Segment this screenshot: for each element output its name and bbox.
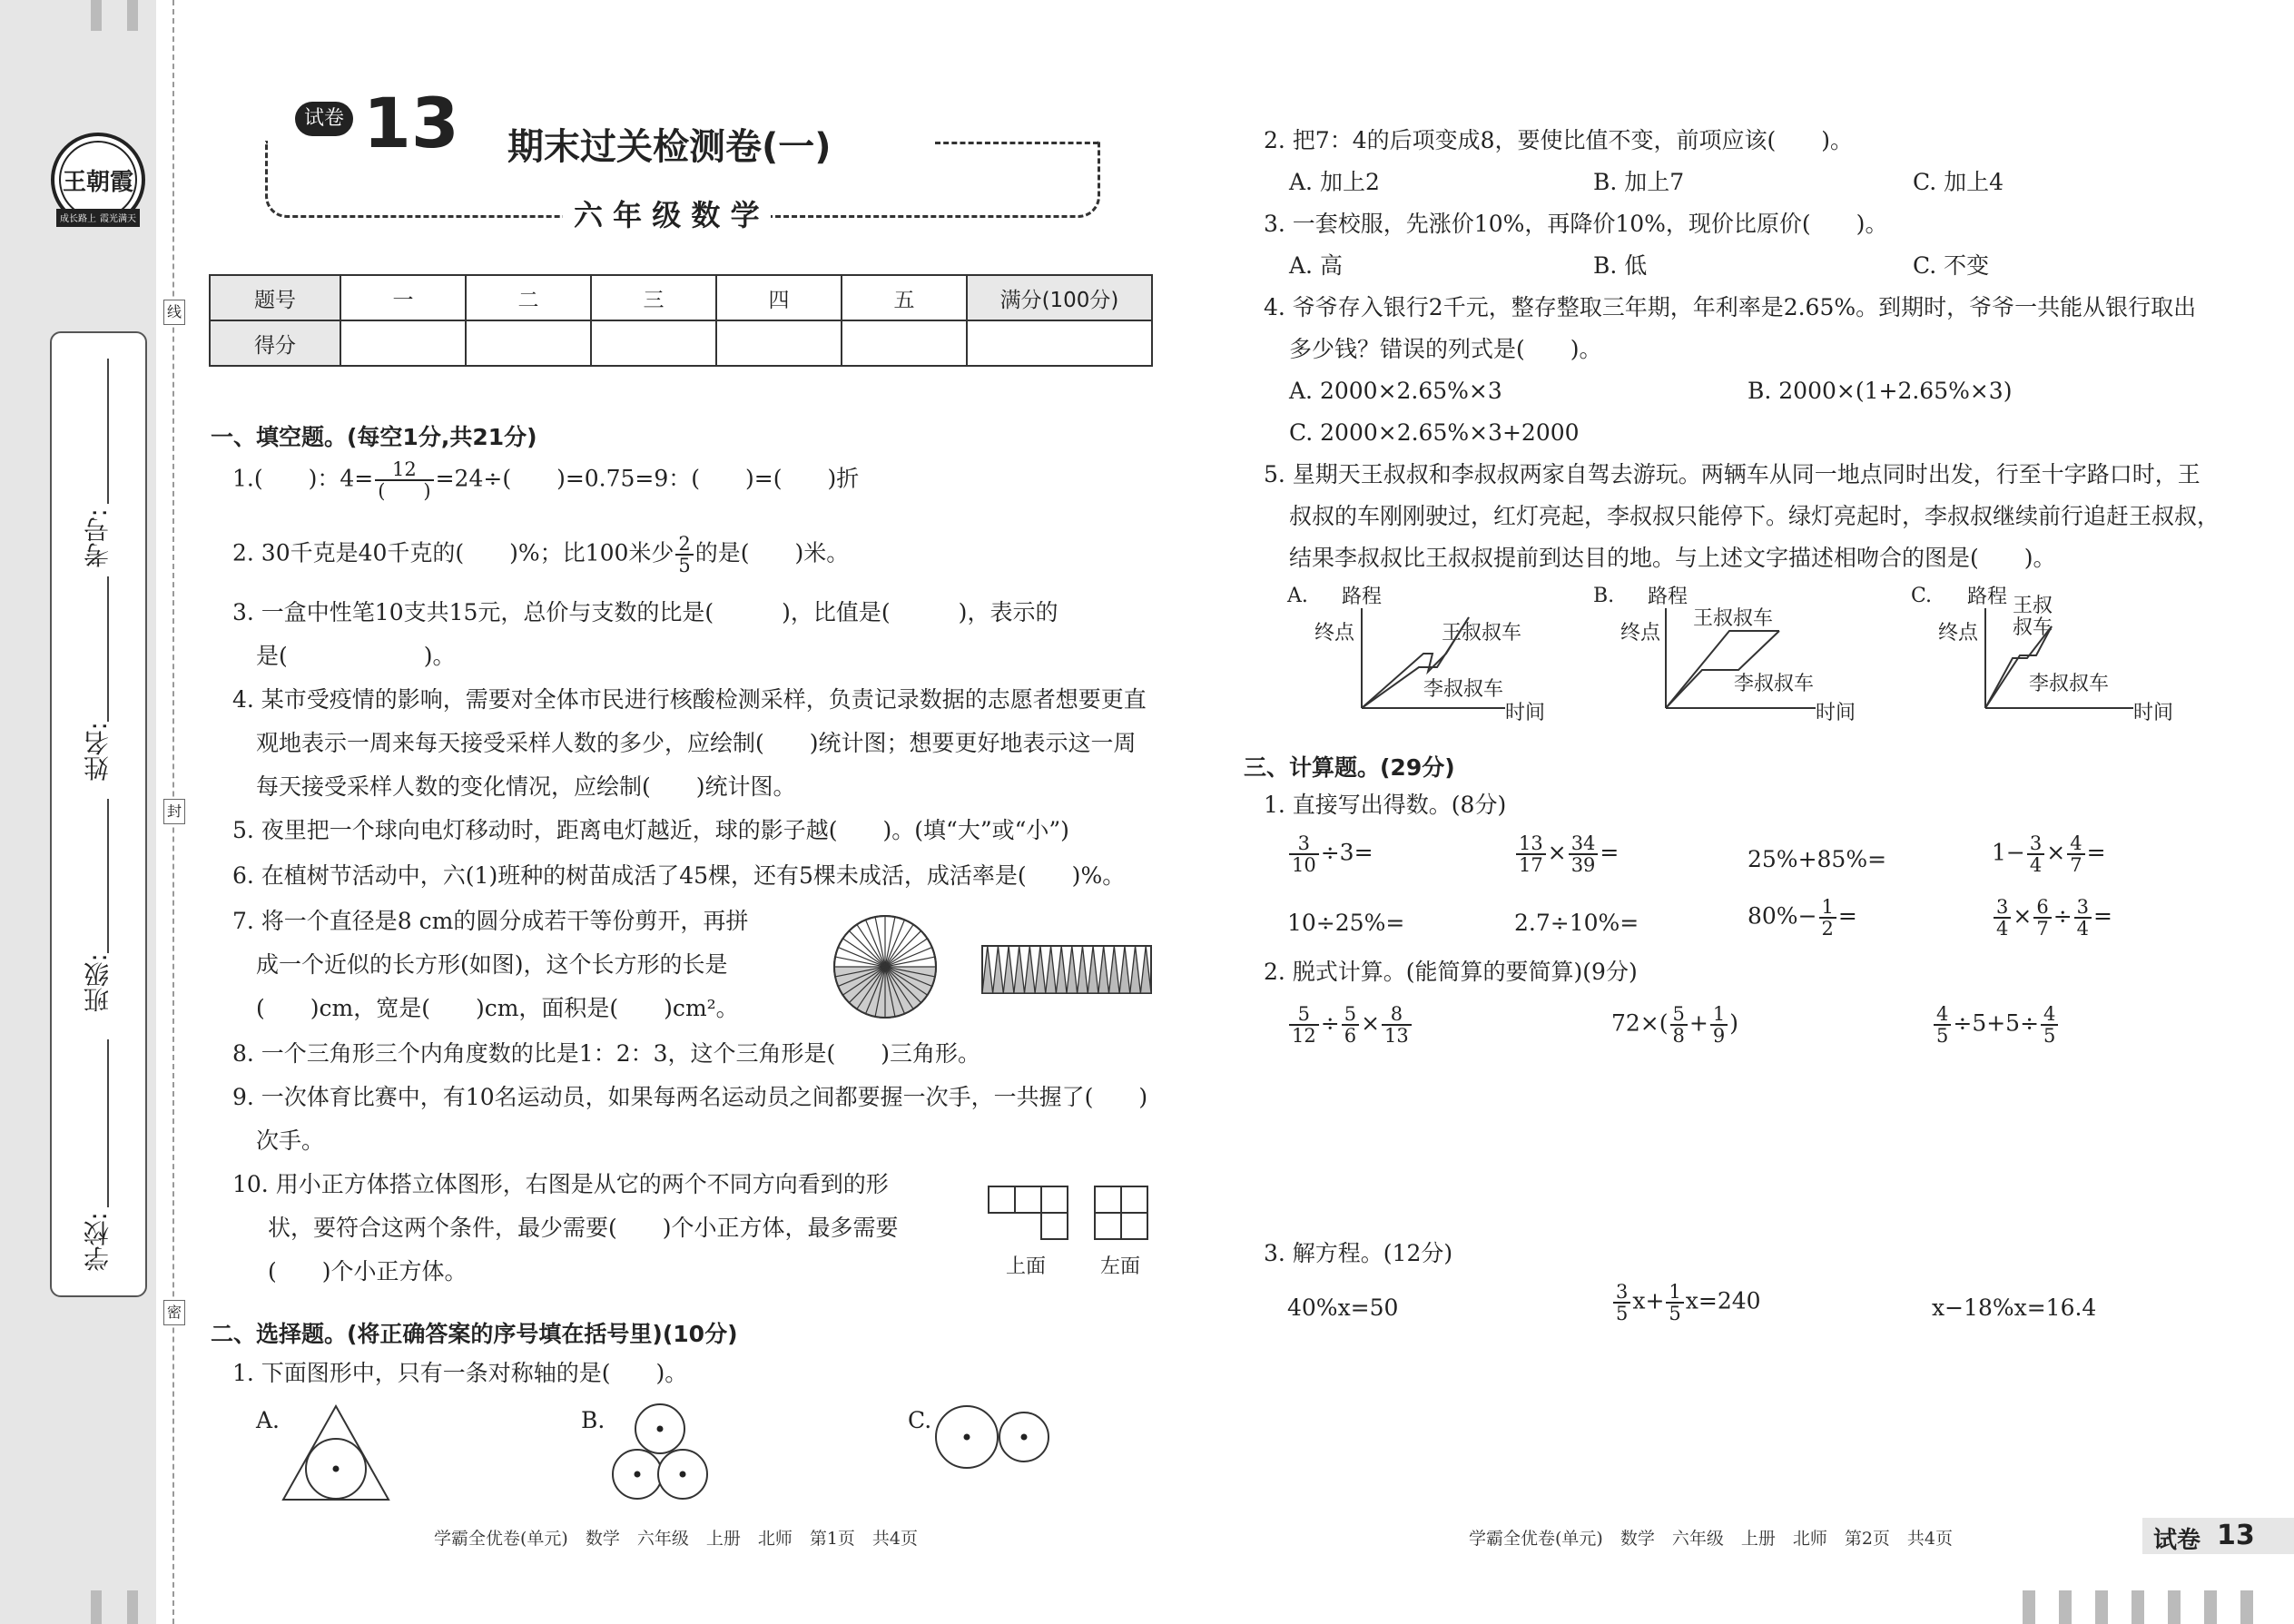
frac-den: 10: [1292, 854, 1316, 877]
p2-q5-line2: 叔叔的车刚刚驶过，红灯亮起，李叔叔只能停下。绿灯亮起时，李叔叔继续前行追赶王叔叔，: [1289, 503, 2220, 529]
q1-text: =24÷( )=0.75=9：( )=( )折: [435, 465, 860, 492]
frac-num: 4: [2067, 833, 2084, 855]
p1-q10-line2: 状，要符合这两个条件，最少需要( )个小正方体，最多需要: [268, 1215, 899, 1241]
p1-q2: [232, 534, 849, 576]
xing-ming-label: 姓名:: [83, 722, 113, 782]
logo-slogan-left: 成长路上: [60, 214, 96, 224]
calc-text: 80%−: [1748, 902, 1817, 930]
frac: [1289, 1004, 1319, 1046]
strip-mark: [127, 0, 138, 31]
mark-feng: 封: [163, 799, 185, 824]
p2-q4-opt-b[interactable]: B. 2000×(1+2.65%×3): [1748, 378, 2013, 404]
calc-g: [1748, 897, 1857, 939]
part3-heading: 三、计算题。(29分): [1244, 754, 1455, 781]
p3-q2: 2. 脱式计算。(能简算的要简算)(9分): [1264, 959, 1638, 985]
score-head: 四: [716, 275, 842, 320]
calc-c: 25%+85%=: [1748, 846, 1887, 872]
step-answer-area[interactable]: [1271, 1071, 2224, 1235]
p1-q10-line1: 10. 用小正方体搭立体图形，右图是从它的两个不同方向看到的形: [232, 1171, 889, 1197]
frac-den: 7: [2036, 918, 2049, 940]
page-tab-number: 13: [2217, 1520, 2255, 1551]
frac: [1710, 1004, 1728, 1046]
calc-e: 10÷25%=: [1287, 910, 1405, 936]
eq-b: [1611, 1282, 1761, 1324]
step-c: [1932, 1004, 2060, 1046]
calc-text: =: [2086, 839, 2106, 866]
graph-li-label: 李叔叔车: [1734, 673, 1815, 695]
score-table: [209, 274, 1153, 367]
calc-text: x=240: [1685, 1287, 1761, 1314]
p1-q4-line3: 每天接受采样人数的变化情况，应绘制( )统计图。: [256, 773, 796, 800]
mark-mi: 密: [163, 1300, 185, 1325]
graph-b-option: B.: [1593, 585, 1615, 607]
score-head: 三: [591, 275, 716, 320]
frac: [1666, 1282, 1683, 1324]
frac-num: 8: [1382, 1004, 1412, 1026]
p1-q7-line3: ( )cm，宽是( )cm，面积是( )cm²。: [256, 995, 739, 1021]
p3-q1: 1. 直接写出得数。(8分): [1264, 792, 1507, 818]
strip-mark: [91, 1590, 102, 1624]
score-cell[interactable]: [716, 320, 842, 366]
frac: [2074, 897, 2092, 939]
p2-q2-opt-c[interactable]: C. 加上4: [1913, 169, 2004, 195]
calc-op: ×: [1547, 839, 1567, 866]
q2-frac: [675, 534, 693, 576]
frac-den: 5: [2043, 1025, 2056, 1048]
rearranged-rectangle-figure: [980, 944, 1153, 995]
frac-den: 6: [1344, 1025, 1357, 1048]
frac: [1569, 833, 1599, 875]
p2-q2: 2. 把7：4的后项变成8，要使比值不变，前项应该( )。: [1264, 127, 1854, 153]
graph-x-label: 时间: [1505, 702, 1546, 724]
frac-den: 39: [1570, 854, 1596, 877]
frac-num: 13: [1516, 833, 1546, 855]
frac-num: 3: [1994, 897, 2011, 919]
frac: [2041, 1004, 2058, 1046]
graph-a-lines: [1287, 581, 1578, 726]
frac-num: 34: [1569, 833, 1599, 855]
two-circles-figure: [933, 1403, 1051, 1471]
exam-badge: 试卷: [295, 102, 353, 136]
frac-num: 1: [1710, 1004, 1728, 1026]
step-b: [1611, 1004, 1738, 1046]
kao-hao-label: 考号:: [83, 508, 113, 568]
graph-a-option: A.: [1287, 585, 1308, 607]
eq-c: x−18%x=16.4: [1932, 1294, 2097, 1321]
frac: [1819, 897, 1836, 939]
graph-x-label: 时间: [2133, 702, 2174, 724]
xue-xiao-label: 学校:: [83, 1212, 113, 1272]
q2-text: 2. 30千克是40千克的( )%；比100米少: [232, 539, 674, 566]
graph-y-label: 路程: [1648, 586, 1689, 608]
p2-q1-opt-c[interactable]: C.: [908, 1407, 932, 1433]
frac: [1613, 1282, 1630, 1324]
calc-op: ×: [1361, 1009, 1381, 1037]
p2-q1-opt-b[interactable]: B.: [581, 1407, 605, 1433]
p2-q3-opt-a[interactable]: A. 高: [1289, 252, 1343, 279]
kao-hao-line[interactable]: [107, 359, 109, 504]
p1-q7-line1: 7. 将一个直径是8 cm的圆分成若干等份剪开，再拼: [232, 908, 749, 934]
q1-frac: [375, 459, 433, 501]
graph-wang-label: 王叔叔车: [1693, 607, 1774, 630]
frac: [1994, 897, 2011, 939]
score-head: 题号: [210, 275, 340, 320]
frac-num: 12: [375, 459, 433, 481]
calc-h: [1992, 897, 2112, 939]
graph-b-lines: [1593, 581, 1884, 726]
p1-q7-line2: 成一个近似的长方形(如图)，这个长方形的长是: [256, 951, 728, 978]
page-tab-label: 试卷: [2153, 1527, 2201, 1554]
frac: [1289, 833, 1319, 875]
student-info-box: [50, 331, 147, 1297]
frac: [1342, 1004, 1359, 1046]
graph-y-label: 路程: [1342, 586, 1383, 608]
triangle-circle-figure: [280, 1403, 392, 1503]
frac-den: 4: [2029, 854, 2043, 877]
frac: [2027, 833, 2044, 875]
p1-q1: [232, 459, 859, 501]
p2-q3: 3. 一套校服，先涨价10%，再降价10%，现价比原价( )。: [1264, 211, 1888, 237]
calc-op: +: [1689, 1009, 1708, 1037]
ban-ji-label: 班级:: [83, 953, 113, 1013]
frac: [1382, 1004, 1412, 1046]
exam-number: 13: [363, 83, 459, 163]
calc-text: =: [1837, 902, 1857, 930]
p2-q5-line3: 结果李叔叔比王叔叔提前到达目的地。与上述文字描述相吻合的图是( )。: [1289, 545, 2056, 571]
score-head: 一: [340, 275, 466, 320]
score-cell[interactable]: [591, 320, 716, 366]
frac-den: 9: [1712, 1025, 1726, 1048]
frac-num: 3: [2027, 833, 2044, 855]
circle-sectors-figure: [832, 913, 939, 1020]
calc-op: ×: [2046, 839, 2066, 866]
p1-q5: 5. 夜里把一个球向电灯移动时，距离电灯越近，球的影子越( )。(填“大”或“小”): [232, 817, 1069, 843]
frac-num: 5: [1342, 1004, 1359, 1026]
frac-num: 1: [1819, 897, 1836, 919]
frac-den: 5: [678, 555, 691, 577]
graph-li-label: 李叔叔车: [2029, 673, 2110, 695]
q1-text: 1.( )：4=: [232, 465, 374, 492]
frac-den: 12: [1292, 1025, 1316, 1048]
view-left-label: 左面: [1100, 1255, 1141, 1278]
frac-den: 13: [1384, 1025, 1409, 1048]
p1-q4-line2: 观地表示一周来每天接受采样人数的多少，应绘制( )统计图；想要更好地表示这一周: [256, 730, 1137, 756]
p2-q2-opt-a[interactable]: A. 加上2: [1289, 169, 1380, 195]
calc-op: ×: [2013, 902, 2033, 930]
score-cell[interactable]: [842, 320, 967, 366]
view-top-label: 上面: [1006, 1255, 1047, 1278]
q2-text: 的是( )米。: [694, 539, 850, 566]
strip-mark: [91, 0, 102, 31]
part2-heading: 二、选择题。(将正确答案的序号填在括号里)(10分): [211, 1321, 738, 1347]
score-cell[interactable]: [466, 320, 591, 366]
calc-op: ÷: [2053, 902, 2072, 930]
frac-num: 1: [1666, 1282, 1683, 1304]
frac-num: 5: [1289, 1004, 1319, 1026]
frac-num: 3: [1289, 833, 1319, 855]
subtitle: 六 年 级 数 学: [563, 192, 771, 234]
frac-den: 7: [2070, 854, 2082, 877]
p3-q3: 3. 解方程。(12分): [1264, 1240, 1453, 1266]
p2-q4-opt-a[interactable]: A. 2000×2.65%×3: [1289, 378, 1502, 404]
frac-den: 5: [1936, 1025, 1949, 1048]
calc-text: =: [1600, 839, 1620, 866]
p1-q10-line3: ( )个小正方体。: [268, 1258, 468, 1284]
p2-q4-line2: 多少钱？错误的列式是( )。: [1289, 336, 1602, 362]
p1-q4-line1: 4. 某市受疫情的影响，需要对全体市民进行核酸检测采样，负责记录数据的志愿者想要更直: [232, 686, 1147, 713]
frac-num: 4: [2041, 1004, 2058, 1026]
p2-q2-opt-b[interactable]: B. 加上7: [1593, 169, 1685, 195]
strip-mark: [127, 1590, 138, 1624]
frac: [2067, 833, 2084, 875]
p1-q9-line1: 9. 一次体育比赛中，有10名运动员，如果每两名运动员之间都要握一次手，一共握了( ): [232, 1084, 1148, 1110]
p2-q3-opt-c[interactable]: C. 不变: [1913, 252, 1990, 279]
frac-den: 5: [1669, 1303, 1681, 1325]
frac-num: 3: [2074, 897, 2092, 919]
graph-c[interactable]: [1911, 581, 2201, 726]
p1-q8: 8. 一个三角形三个内角度数的比是1：2：3，这个三角形是( )三角形。: [232, 1040, 981, 1067]
frac-num: 2: [675, 534, 693, 556]
frac-num: 4: [1934, 1004, 1951, 1026]
p2-q5-line1: 5. 星期天王叔叔和李叔叔两家自驾去游玩。两辆车从同一地点同时出发，行至十字路口时，王: [1264, 461, 2200, 487]
graph-x-label: 时间: [1816, 702, 1856, 724]
p2-q4-line1: 4. 爷爷存入银行2千元，整存整取三年期，年利率是2.65%。到期时，爷爷一共能从银行取出: [1264, 294, 2197, 320]
frac: [2033, 897, 2051, 939]
calc-text: ÷3=: [1320, 839, 1373, 866]
calc-a: [1287, 833, 1373, 875]
left-view-figure: [1094, 1186, 1150, 1242]
p2-q1-opt-a[interactable]: A.: [256, 1407, 281, 1433]
graph-b[interactable]: [1593, 581, 1884, 726]
graph-a[interactable]: [1287, 581, 1578, 726]
frac: [1934, 1004, 1951, 1046]
graph-wang-label: 王叔叔车: [1442, 622, 1522, 645]
frac-num: 5: [1670, 1004, 1688, 1026]
graph-y-label: 路程: [1967, 586, 2008, 608]
graph-end-label: 终点: [1938, 622, 1979, 645]
calc-op: ÷: [1320, 1009, 1340, 1037]
frac-num: 6: [2033, 897, 2051, 919]
p2-q4-opt-c[interactable]: C. 2000×2.65%×3+2000: [1289, 419, 1580, 446]
graph-wang-top-label: 王叔: [2013, 595, 2053, 617]
calc-text: ÷5+5÷: [1953, 1009, 2040, 1037]
mark-xian: 线: [163, 300, 185, 325]
page-title: 期末过关检测卷(一): [502, 118, 837, 170]
graph-end-label: 终点: [1620, 622, 1661, 645]
score-head: 五: [842, 275, 967, 320]
p1-q3-line1: 3. 一盒中性笔10支共15元，总价与支数的比是( )，比值是( )，表示的: [232, 599, 1058, 625]
frac-den: 2: [1821, 918, 1834, 940]
p2-q1: 1. 下面图形中，只有一条对称轴的是( )。: [232, 1360, 688, 1386]
footer-right: 学霸全优卷(单元) 数学 六年级 上册 北师 第2页 共4页: [1469, 1529, 1954, 1549]
graph-end-label: 终点: [1314, 622, 1355, 645]
graph-wang-bot-label: 叔车: [2013, 616, 2053, 639]
top-view-figure: [988, 1186, 1071, 1242]
frac-den: 8: [1672, 1025, 1685, 1048]
calc-text: 1−: [1992, 839, 2025, 866]
score-cell[interactable]: [967, 320, 1152, 366]
calc-b: [1514, 833, 1619, 875]
calc-text: ): [1729, 1009, 1738, 1037]
graph-c-option: C.: [1911, 585, 1933, 607]
frac: [1516, 833, 1546, 875]
score-head: 二: [466, 275, 591, 320]
score-label: 得分: [210, 320, 340, 366]
step-a: [1287, 1004, 1413, 1046]
logo-slogan-right: 霞光满天: [100, 214, 136, 224]
frac-den: 4: [2076, 918, 2090, 940]
calc-text: x+: [1632, 1287, 1665, 1314]
calc-f: 2.7÷10%=: [1514, 910, 1639, 936]
part1-heading: 一、填空题。(每空1分,共21分): [211, 424, 537, 450]
bottom-marks: [2023, 1590, 2294, 1624]
title-dash: [935, 142, 1098, 144]
ban-ji-line[interactable]: [107, 799, 109, 953]
xue-xiao-line[interactable]: [107, 1039, 109, 1207]
frac: [1670, 1004, 1688, 1046]
p1-q6: 6. 在植树节活动中，六(1)班种的树苗成活了45棵，还有5棵未成活，成活率是( )%。: [232, 862, 1126, 889]
calc-d: [1992, 833, 2106, 875]
frac-den: 17: [1519, 854, 1543, 877]
frac-num: 3: [1613, 1282, 1630, 1304]
p1-q3-line2: 是( )。: [256, 643, 456, 669]
three-circles-figure: [610, 1402, 710, 1503]
frac-den: 4: [1996, 918, 2009, 940]
calc-text: =: [2093, 902, 2112, 930]
frac-den: 5: [1616, 1303, 1629, 1325]
score-head: 满分(100分): [967, 275, 1152, 320]
footer-left: 学霸全优卷(单元) 数学 六年级 上册 北师 第1页 共4页: [434, 1529, 919, 1549]
eq-answer-area[interactable]: [1271, 1334, 2224, 1516]
xing-ming-line[interactable]: [107, 576, 109, 722]
logo: [47, 127, 149, 236]
score-cell[interactable]: [340, 320, 466, 366]
graph-c-lines: [1911, 581, 2201, 726]
logo-name: 王朝霞: [62, 169, 133, 196]
eq-a: 40%x=50: [1287, 1294, 1399, 1321]
calc-text: 72×(: [1611, 1009, 1669, 1037]
p2-q3-opt-b[interactable]: B. 低: [1593, 252, 1648, 279]
graph-li-label: 李叔叔车: [1423, 678, 1504, 701]
p1-q9-line2: 次手。: [256, 1127, 325, 1154]
frac-den: ( ): [378, 480, 431, 503]
